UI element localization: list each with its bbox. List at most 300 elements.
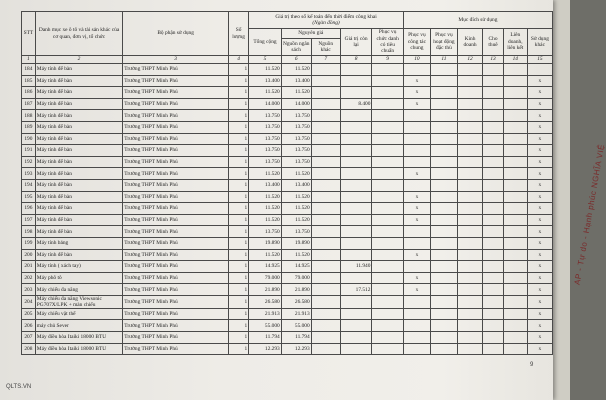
table-row <box>22 203 553 215</box>
row-quantity: 1 <box>229 75 249 87</box>
row-other-source <box>311 87 340 99</box>
row-purpose-mark: x <box>527 145 552 157</box>
row-purpose-mark: x <box>527 110 552 122</box>
row-department: Trường THPT Minh Phú <box>123 237 229 249</box>
row-purpose-mark <box>372 226 403 238</box>
row-quantity: 1 <box>229 308 249 320</box>
row-total: 11.520 <box>249 249 282 261</box>
header-residual: Giá trị còn lại <box>340 29 372 56</box>
row-purpose-mark <box>503 133 527 145</box>
row-quantity: 1 <box>229 320 249 332</box>
row-purpose-mark <box>457 272 482 284</box>
row-department: Trường THPT Minh Phú <box>123 156 229 168</box>
row-total: 13.750 <box>249 145 282 157</box>
row-other-source <box>311 133 340 145</box>
row-other-source <box>311 203 340 215</box>
header-purpose-common: Phục vụ công tác chung <box>403 29 430 56</box>
row-stt: 202 <box>22 272 36 284</box>
row-department: Trường THPT Minh Phú <box>123 226 229 238</box>
row-residual: 8.400 <box>340 98 372 110</box>
row-purpose-mark: x <box>527 156 552 168</box>
row-purpose-mark <box>431 214 458 226</box>
row-purpose-mark <box>483 295 504 308</box>
row-other-source <box>311 145 340 157</box>
column-number: 4 <box>229 56 249 64</box>
row-other-source <box>311 179 340 191</box>
row-purpose-mark <box>503 343 527 355</box>
row-purpose-mark <box>457 64 482 76</box>
column-number: 7 <box>311 56 340 64</box>
row-purpose-mark <box>503 98 527 110</box>
row-purpose-mark: x <box>527 75 552 87</box>
row-purpose-mark <box>483 168 504 180</box>
row-purpose-mark <box>372 308 403 320</box>
row-purpose-mark <box>372 284 403 296</box>
row-stt: 188 <box>22 110 36 122</box>
row-purpose-mark: x <box>527 191 552 203</box>
row-purpose-mark: x <box>403 214 430 226</box>
row-purpose-mark <box>403 295 430 308</box>
row-purpose-mark: x <box>527 272 552 284</box>
row-purpose-mark <box>431 308 458 320</box>
row-asset-name: Máy tính để bàn <box>35 87 122 99</box>
table-row <box>22 156 553 168</box>
row-budget-source: 11.520 <box>281 249 311 261</box>
row-purpose-mark <box>457 191 482 203</box>
row-purpose-mark <box>372 191 403 203</box>
row-purpose-mark <box>457 156 482 168</box>
row-other-source <box>311 237 340 249</box>
row-purpose-mark <box>503 261 527 273</box>
row-quantity: 1 <box>229 332 249 344</box>
row-purpose-mark <box>403 156 430 168</box>
row-residual <box>340 320 372 332</box>
row-purpose-mark <box>372 87 403 99</box>
row-purpose-mark <box>457 98 482 110</box>
row-purpose-mark: x <box>527 203 552 215</box>
row-residual <box>340 133 372 145</box>
row-purpose-mark <box>503 308 527 320</box>
row-total: 13.750 <box>249 133 282 145</box>
table-row <box>22 179 553 191</box>
header-purpose-career: Phục vụ hoạt động đặc thù <box>431 29 458 56</box>
row-stt: 192 <box>22 156 36 168</box>
table-row <box>22 75 553 87</box>
row-residual <box>340 121 372 133</box>
row-residual <box>340 168 372 180</box>
header-other-source: Nguồn khác <box>311 39 340 56</box>
row-purpose-mark <box>503 272 527 284</box>
row-total: 13.750 <box>249 121 282 133</box>
row-quantity: 1 <box>229 145 249 157</box>
row-residual <box>340 249 372 261</box>
row-residual <box>340 203 372 215</box>
row-purpose-mark <box>431 156 458 168</box>
column-number: 14 <box>503 56 527 64</box>
row-purpose-mark <box>431 110 458 122</box>
row-stt: 196 <box>22 203 36 215</box>
row-purpose-mark <box>503 156 527 168</box>
row-department: Trường THPT Minh Phú <box>123 214 229 226</box>
page-number: 9 <box>530 362 534 368</box>
row-residual <box>340 179 372 191</box>
row-asset-name: Máy tính để bàn <box>35 75 122 87</box>
row-other-source <box>311 295 340 308</box>
row-purpose-mark <box>431 237 458 249</box>
row-purpose-mark <box>503 284 527 296</box>
row-purpose-mark <box>483 226 504 238</box>
row-purpose-mark <box>431 98 458 110</box>
row-residual <box>340 237 372 249</box>
row-stt: 198 <box>22 226 36 238</box>
row-purpose-mark <box>457 308 482 320</box>
row-budget-source: 13.750 <box>281 226 311 238</box>
row-quantity: 1 <box>229 261 249 273</box>
row-asset-name: Máy tính để bàn <box>35 191 122 203</box>
row-purpose-mark <box>431 249 458 261</box>
row-department: Trường THPT Minh Phú <box>123 133 229 145</box>
column-number: 6 <box>281 56 311 64</box>
row-purpose-mark: x <box>527 261 552 273</box>
row-purpose-mark <box>372 261 403 273</box>
row-department: Trường THPT Minh Phú <box>123 145 229 157</box>
row-purpose-mark <box>403 133 430 145</box>
row-purpose-mark: x <box>527 320 552 332</box>
row-department: Trường THPT Minh Phú <box>123 272 229 284</box>
row-total: 55.000 <box>249 320 282 332</box>
row-purpose-mark <box>503 249 527 261</box>
row-quantity: 1 <box>229 133 249 145</box>
row-stt: 203 <box>22 284 36 296</box>
row-purpose-mark <box>431 332 458 344</box>
row-other-source <box>311 191 340 203</box>
row-stt: 191 <box>22 145 36 157</box>
column-number: 15 <box>527 56 552 64</box>
row-purpose-mark <box>372 214 403 226</box>
row-department: Trường THPT Minh Phú <box>123 179 229 191</box>
row-purpose-mark <box>403 121 430 133</box>
row-purpose-mark: x <box>403 249 430 261</box>
row-total: 11.520 <box>249 168 282 180</box>
row-purpose-mark: x <box>403 87 430 99</box>
header-purpose-other: Sử dụng khác <box>527 29 552 56</box>
row-purpose-mark <box>372 295 403 308</box>
row-stt: 206 <box>22 320 36 332</box>
header-department: Bộ phận sử dụng <box>123 12 229 56</box>
row-budget-source: 21.890 <box>281 284 311 296</box>
row-purpose-mark <box>372 272 403 284</box>
row-asset-name: Máy chiếu đa năng Viewsonic PG707X/LPK + màn chiếu <box>35 295 122 308</box>
side-stamp-text: AP - Tự do - Hạnh phúc NGHĨA VIỆ <box>572 143 606 286</box>
table-row <box>22 214 553 226</box>
row-purpose-mark <box>457 249 482 261</box>
row-purpose-mark <box>457 75 482 87</box>
row-budget-source: 11.520 <box>281 87 311 99</box>
row-purpose-mark <box>457 226 482 238</box>
row-total: 11.520 <box>249 191 282 203</box>
row-purpose-mark <box>457 237 482 249</box>
row-residual <box>340 226 372 238</box>
row-other-source <box>311 98 340 110</box>
row-asset-name: Máy tính để bàn <box>35 179 122 191</box>
row-budget-source: 11.520 <box>281 191 311 203</box>
footer-brand: QLTS.VN <box>6 384 32 390</box>
row-department: Trường THPT Minh Phú <box>123 110 229 122</box>
row-purpose-mark: x <box>527 295 552 308</box>
row-purpose-mark <box>483 332 504 344</box>
row-department: Trường THPT Minh Phú <box>123 168 229 180</box>
table-row <box>22 332 553 344</box>
row-other-source <box>311 168 340 180</box>
row-asset-name: Máy tính để bàn <box>35 203 122 215</box>
row-purpose-mark <box>431 272 458 284</box>
table-row <box>22 249 553 261</box>
row-other-source <box>311 214 340 226</box>
row-budget-source: 14.000 <box>281 98 311 110</box>
row-purpose-mark <box>483 156 504 168</box>
row-total: 13.750 <box>249 156 282 168</box>
row-purpose-mark <box>372 156 403 168</box>
row-purpose-mark <box>527 64 552 76</box>
row-purpose-mark: x <box>527 87 552 99</box>
row-residual <box>340 64 372 76</box>
row-total: 12.293 <box>249 343 282 355</box>
row-department: Trường THPT Minh Phú <box>123 87 229 99</box>
row-quantity: 1 <box>229 98 249 110</box>
row-stt: 184 <box>22 64 36 76</box>
table-row <box>22 110 553 122</box>
row-residual: 11.940 <box>340 261 372 273</box>
row-total: 13.750 <box>249 226 282 238</box>
table-row <box>22 237 553 249</box>
row-budget-source: 13.750 <box>281 121 311 133</box>
row-purpose-mark <box>431 261 458 273</box>
row-quantity: 1 <box>229 110 249 122</box>
row-purpose-mark <box>457 133 482 145</box>
row-purpose-mark <box>483 214 504 226</box>
row-purpose-mark <box>457 332 482 344</box>
row-budget-source: 13.750 <box>281 133 311 145</box>
row-purpose-mark <box>503 121 527 133</box>
row-department: Trường THPT Minh Phú <box>123 308 229 320</box>
row-residual <box>340 145 372 157</box>
row-purpose-mark: x <box>403 75 430 87</box>
row-other-source <box>311 272 340 284</box>
row-other-source <box>311 226 340 238</box>
column-number: 9 <box>372 56 403 64</box>
row-other-source <box>311 64 340 76</box>
row-asset-name: Máy phô tô <box>35 272 122 284</box>
row-budget-source: 21.913 <box>281 308 311 320</box>
column-number-row <box>22 56 553 64</box>
row-stt: 199 <box>22 237 36 249</box>
row-purpose-mark: x <box>527 133 552 145</box>
table-row <box>22 64 553 76</box>
row-asset-name: Máy chiếu vật thể <box>35 308 122 320</box>
row-purpose-mark <box>503 332 527 344</box>
row-department: Trường THPT Minh Phú <box>123 332 229 344</box>
row-purpose-mark <box>431 75 458 87</box>
row-residual <box>340 110 372 122</box>
row-purpose-mark <box>483 320 504 332</box>
table-body <box>22 56 553 355</box>
row-purpose-mark <box>483 272 504 284</box>
row-purpose-mark <box>372 75 403 87</box>
row-purpose-mark <box>372 332 403 344</box>
row-purpose-mark <box>372 168 403 180</box>
row-total: 19.890 <box>249 237 282 249</box>
row-purpose-mark <box>403 261 430 273</box>
row-stt: 204 <box>22 295 36 308</box>
row-quantity: 1 <box>229 64 249 76</box>
row-quantity: 1 <box>229 121 249 133</box>
row-purpose-mark: x <box>527 343 552 355</box>
row-stt: 208 <box>22 343 36 355</box>
row-purpose-mark <box>431 203 458 215</box>
row-budget-source: 11.520 <box>281 203 311 215</box>
row-purpose-mark <box>483 121 504 133</box>
row-purpose-mark: x <box>403 168 430 180</box>
row-other-source <box>311 332 340 344</box>
column-number: 2 <box>35 56 122 64</box>
row-purpose-mark: x <box>403 98 430 110</box>
row-purpose-mark: x <box>403 191 430 203</box>
row-stt: 207 <box>22 332 36 344</box>
row-budget-source: 13.400 <box>281 179 311 191</box>
row-quantity: 1 <box>229 168 249 180</box>
column-number: 8 <box>340 56 372 64</box>
row-purpose-mark: x <box>403 284 430 296</box>
row-department: Trường THPT Minh Phú <box>123 249 229 261</box>
row-residual <box>340 308 372 320</box>
row-asset-name: Máy điều hòa Itaiki 18000 BTU <box>35 343 122 355</box>
row-residual <box>340 343 372 355</box>
row-asset-name: Máy tính để bàn <box>35 64 122 76</box>
table-row <box>22 295 553 308</box>
row-purpose-mark: x <box>403 203 430 215</box>
row-purpose-mark <box>457 121 482 133</box>
row-purpose-mark <box>431 179 458 191</box>
row-residual <box>340 75 372 87</box>
row-department: Trường THPT Minh Phú <box>123 343 229 355</box>
table-row <box>22 98 553 110</box>
row-purpose-mark: x <box>527 179 552 191</box>
row-total: 11.520 <box>249 203 282 215</box>
row-asset-name: Máy tính để bàn <box>35 145 122 157</box>
row-purpose-mark <box>431 191 458 203</box>
row-asset-name: Máy tính để bàn <box>35 214 122 226</box>
row-other-source <box>311 261 340 273</box>
row-total: 13.750 <box>249 110 282 122</box>
row-purpose-mark: x <box>527 121 552 133</box>
row-quantity: 1 <box>229 343 249 355</box>
row-purpose-mark <box>431 87 458 99</box>
header-purpose-joint: Liên doanh, liên kết <box>503 29 527 56</box>
row-purpose-mark <box>503 226 527 238</box>
row-other-source <box>311 75 340 87</box>
row-budget-source: 13.750 <box>281 110 311 122</box>
row-purpose-mark: x <box>403 272 430 284</box>
row-budget-source: 13.400 <box>281 75 311 87</box>
row-purpose-mark <box>483 145 504 157</box>
row-purpose-mark <box>431 320 458 332</box>
table-row <box>22 272 553 284</box>
row-purpose-mark <box>503 64 527 76</box>
row-other-source <box>311 320 340 332</box>
row-residual <box>340 191 372 203</box>
row-stt: 186 <box>22 87 36 99</box>
row-purpose-mark <box>457 343 482 355</box>
row-quantity: 1 <box>229 226 249 238</box>
row-asset-name: máy chủ Sever <box>35 320 122 332</box>
header-asset-name: Danh mục xe ô tô và tài sản khác của cơ quan, đơn vị, tổ chức <box>35 12 122 56</box>
column-number: 3 <box>123 56 229 64</box>
header-purpose-business: Kinh doanh <box>457 29 482 56</box>
row-purpose-mark: x <box>527 308 552 320</box>
row-purpose-mark <box>457 87 482 99</box>
row-purpose-mark <box>483 64 504 76</box>
column-number: 10 <box>403 56 430 64</box>
row-stt: 190 <box>22 133 36 145</box>
row-purpose-mark <box>503 87 527 99</box>
row-budget-source: 13.750 <box>281 145 311 157</box>
row-stt: 197 <box>22 214 36 226</box>
column-number: 12 <box>457 56 482 64</box>
row-asset-name: Máy tính để bàn <box>35 168 122 180</box>
row-purpose-mark <box>431 226 458 238</box>
row-department: Trường THPT Minh Phú <box>123 121 229 133</box>
row-department: Trường THPT Minh Phú <box>123 98 229 110</box>
row-quantity: 1 <box>229 156 249 168</box>
row-budget-source: 12.293 <box>281 343 311 355</box>
header-purpose-rent: Cho thuê <box>483 29 504 56</box>
table-row <box>22 284 553 296</box>
row-purpose-mark: x <box>527 332 552 344</box>
row-other-source <box>311 121 340 133</box>
row-purpose-mark: x <box>527 168 552 180</box>
table-row <box>22 226 553 238</box>
table-row <box>22 191 553 203</box>
row-purpose-mark <box>457 214 482 226</box>
row-purpose-mark <box>372 121 403 133</box>
row-purpose-mark <box>457 179 482 191</box>
row-purpose-mark <box>503 191 527 203</box>
row-quantity: 1 <box>229 272 249 284</box>
row-budget-source: 14.925 <box>281 261 311 273</box>
row-purpose-mark: x <box>527 214 552 226</box>
row-asset-name: Máy tính để bàn <box>35 156 122 168</box>
row-purpose-mark <box>503 203 527 215</box>
row-residual <box>340 272 372 284</box>
row-purpose-mark <box>431 284 458 296</box>
row-total: 26.580 <box>249 295 282 308</box>
row-purpose-mark <box>457 284 482 296</box>
table-row <box>22 168 553 180</box>
row-asset-name: Máy tính để bàn <box>35 226 122 238</box>
row-stt: 189 <box>22 121 36 133</box>
row-purpose-mark <box>503 214 527 226</box>
row-quantity: 1 <box>229 295 249 308</box>
row-purpose-mark: x <box>527 98 552 110</box>
row-department: Trường THPT Minh Phú <box>123 191 229 203</box>
row-purpose-mark <box>431 133 458 145</box>
row-purpose-mark <box>483 75 504 87</box>
row-other-source <box>311 284 340 296</box>
row-budget-source: 79.000 <box>281 272 311 284</box>
row-other-source <box>311 308 340 320</box>
table-row <box>22 320 553 332</box>
row-purpose-mark <box>503 75 527 87</box>
